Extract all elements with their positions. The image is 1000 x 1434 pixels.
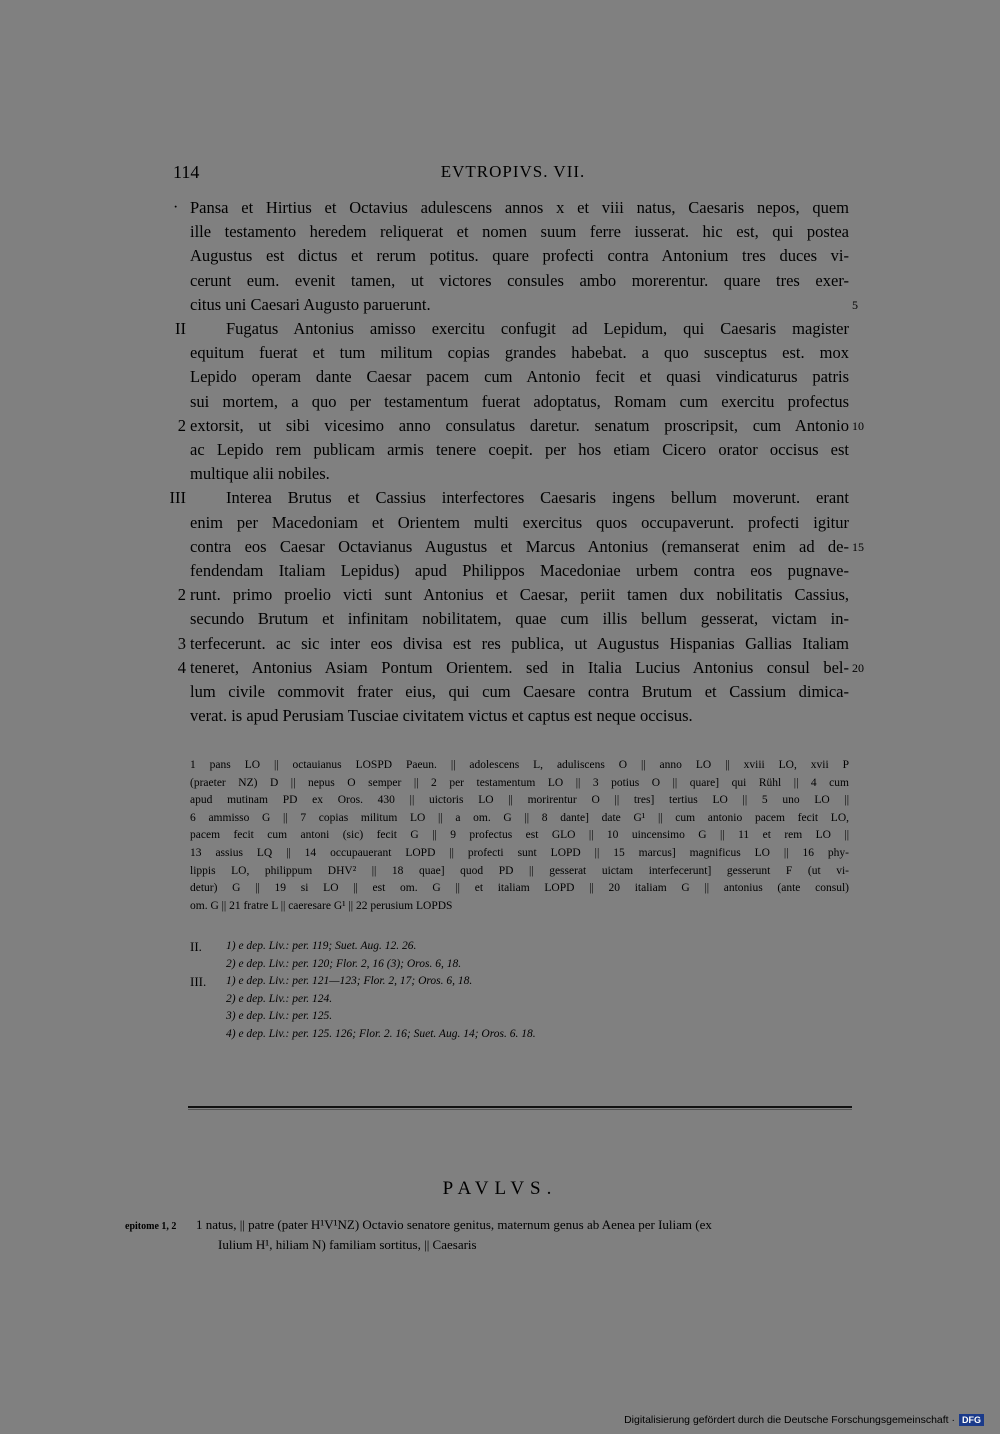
- text-line: cerunt eum. evenit tamen, ut victores consules ambo morerentur. quare tres exer-: [190, 270, 849, 290]
- page-number: 114: [173, 162, 200, 182]
- running-title: EVTROPIVS. VII.: [440, 162, 586, 181]
- paulus-line: 1 natus, || patre (pater H¹V¹NZ) Octavio senatore genitus, maternum genus ab Aenea per Iuliam (ex: [196, 1217, 712, 1232]
- apparatus-line: 1 pans LO || octauianus LOSPD Paeun. || adolescens L, aduliscens O || anno LO || xviii LO, xvii P: [190, 759, 849, 771]
- apparatus-line: pacem fecit cum antoni (sic) fecit G || 9 profectus est GLO || 10 uincensimo G || 11 et rem LO ||: [190, 829, 849, 842]
- line-number: 20: [852, 660, 864, 675]
- text-line: contra eos Caesar Octavianus Augustus et Marcus Antonius (remanserat enim ad de-: [190, 536, 849, 556]
- section-number: 2: [177, 415, 186, 435]
- section-number: 4: [177, 657, 186, 677]
- source-section-label: II.: [190, 939, 202, 954]
- section-number: 3: [177, 633, 186, 653]
- line-number: 5: [852, 297, 858, 312]
- line-number: 15: [852, 539, 864, 554]
- section-number: 2: [177, 585, 186, 605]
- paulus-line: Iulium H¹, hiliam N) familiam sortitus, || Caesaris: [218, 1237, 477, 1252]
- footer: [624, 1414, 984, 1426]
- separator-rule-secondary: [188, 1109, 852, 1110]
- text-line: sui mortem, a quo per testamentum fuerat adoptatus, Romam cum exercitu profectus: [190, 391, 849, 411]
- text-line: verat. is apud Perusiam Tusciae civitatem victus et captus est neque occisus.: [190, 706, 693, 726]
- source-reference: 1) e dep. Liv.: per. 121—123; Flor. 2, 17; Oros. 6, 18.: [226, 975, 473, 988]
- apparatus-line: (praeter NZ) D || nepus O semper || 2 per testamentum LO || 3 potius O || quare] qui Rühl || 4 cum: [190, 776, 849, 789]
- section-number: III: [169, 488, 186, 508]
- text-line: lum civile commovit frater eius, qui cum Caesare contra Brutum et Cassium dimica-: [190, 682, 849, 701]
- apparatus-line: om. G || 21 fratre L || caeresare G¹ || 22 perusium LOPDS: [190, 899, 453, 912]
- separator-rule: [188, 1106, 852, 1108]
- line-number: 10: [852, 418, 864, 433]
- source-reference: 1) e dep. Liv.: per. 119; Suet. Aug. 12. 26.: [226, 940, 417, 952]
- text-line: runt. primo proelio victi sunt Antonius et Caesar, periit tamen dux nobilitatis Cassius,: [190, 585, 849, 605]
- apparatus-line: detur) G || 19 si LO || est om. G || et italiam LOPD || 20 italiam G || antonius (ante consul): [190, 882, 849, 895]
- text-line: Lepido operam dante Caesar pacem cum Antonio fecit et quasi vindicaturus patris: [190, 367, 849, 387]
- text-line: Fugatus Antonius amisso exercitu confugit ad Lepidum, qui Caesaris magister: [226, 319, 849, 338]
- text-line: ac Lepido rem publicam armis tenere coepit. per hos etiam Cicero orator occisus est: [190, 440, 849, 459]
- text-line: Interea Brutus et Cassius interfectores Caesaris ingens bellum moverunt. erant: [226, 488, 849, 508]
- margin-bullet: ·: [173, 199, 179, 216]
- source-reference: 2) e dep. Liv.: per. 124.: [226, 992, 333, 1005]
- epitome-label: epitome 1, 2: [125, 1221, 177, 1232]
- text-line: fendendam Italiam Lepidus) apud Philippos Macedoniae urbem contra eos pugnave-: [190, 561, 849, 580]
- apparatus-line: lippis LO, philippum DHV² || 18 quae] quod PD || gesserat uictam interfecerunt] gesserunt F (ut vi-: [190, 864, 849, 877]
- text-line: ille testamento heredem reliquerat et nomen suum ferre iusserat. hic est, qui postea: [190, 222, 849, 242]
- source-section-label: III.: [190, 974, 207, 990]
- apparatus-line: apud mutinam PD ex Oros. 430 || uictoris LO || morirentur O || tres] tertius LO || 5 uno LO ||: [190, 794, 849, 807]
- text-line: multique alii nobiles.: [190, 464, 330, 484]
- paulus-title: PAVLVS.: [442, 1178, 558, 1199]
- text-line: secundo Brutum et infinitam nobilitatem, quae cum illis bellum gesserat, victam in-: [190, 609, 849, 629]
- text-line: terfecerunt. ac sic inter eos divisa est res publica, ut Augustus Hispanias Gallias Italiam: [190, 633, 849, 653]
- apparatus-line: 6 ammisso G || 7 copias militum LO || a om. G || 8 dante] date G¹ || cum antonio pacem fecit LO,: [190, 811, 849, 824]
- text-line: extorsit, ut sibi vicesimo anno consulatus daretur. senatum proscripsit, cum Antonio: [190, 415, 849, 435]
- footer-text: Digitalisierung gefördert durch die Deutsche Forschungsgemeinschaft ·: [624, 1414, 955, 1426]
- section-number: II: [175, 319, 186, 338]
- dfg-logo: DFG: [959, 1414, 984, 1426]
- page-header: [173, 162, 853, 186]
- source-reference: 3) e dep. Liv.: per. 125.: [226, 1010, 333, 1023]
- text-line: teneret, Antonius Asiam Pontum Orientem. sed in Italia Lucius Antonius consul bel-: [190, 657, 849, 677]
- text-line: Pansa et Hirtius et Octavius adulescens annos x et viii natus, Caesaris nepos, quem: [190, 198, 849, 217]
- text-line: Augustus est dictus et rerum potitus. quare profecti contra Antonium tres duces vi-: [190, 246, 849, 266]
- text-line: citus uni Caesari Augusto paruerunt.: [190, 294, 431, 314]
- text-line: enim per Macedoniam et Orientem multi exercitus quos occupaverunt. profecti igitur: [190, 512, 849, 532]
- text-line: equitum fuerat et tum militum copias grandes habebat. a quo susceptus est. mox: [190, 343, 849, 363]
- source-reference: 4) e dep. Liv.: per. 125. 126; Flor. 2. 16; Suet. Aug. 14; Oros. 6. 18.: [226, 1028, 536, 1040]
- source-reference: 2) e dep. Liv.: per. 120; Flor. 2, 16 (3); Oros. 6, 18.: [226, 957, 462, 970]
- apparatus-line: 13 assius LQ || 14 occupauerant LOPD || profecti sunt LOPD || 15 marcus] magnificus LO || 16 phy-: [190, 847, 849, 859]
